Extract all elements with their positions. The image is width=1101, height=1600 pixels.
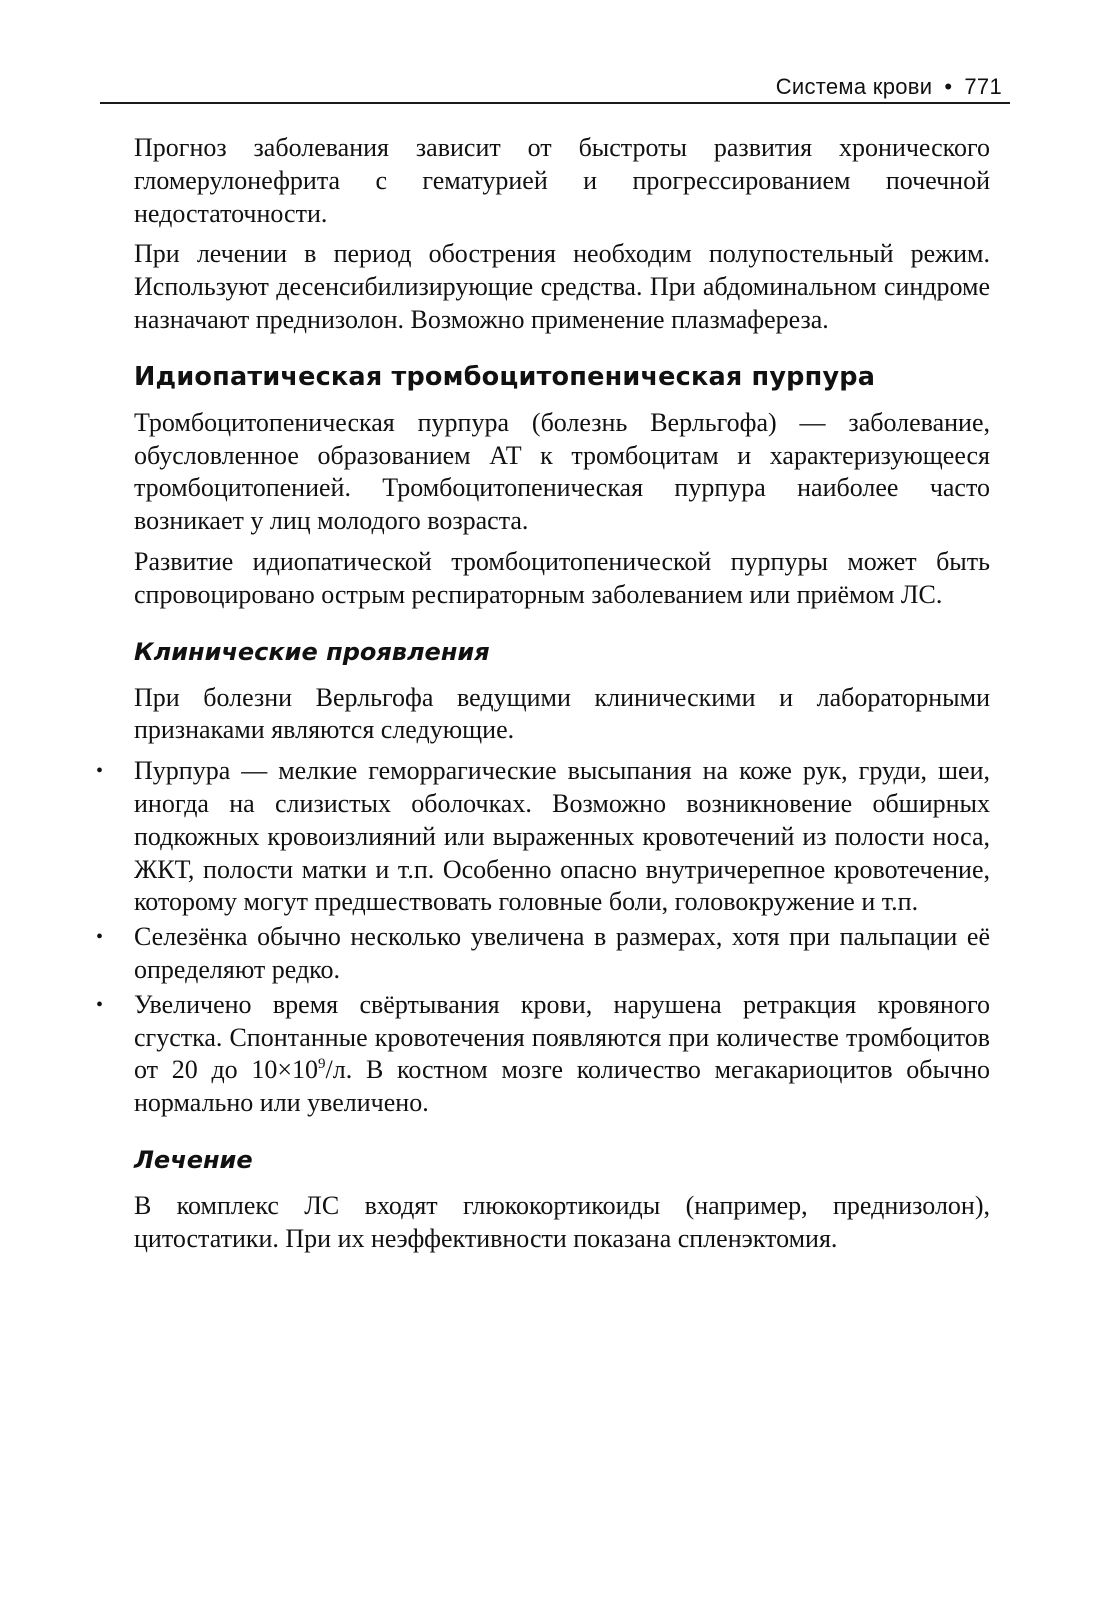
list-item-text-part: Увеличено время свёртывания крови, нарушена ретракция кровяного сгустка. Спонтанные кровотечения появляются при количестве тромбоцитов от 20 до 10×10 (134, 989, 990, 1085)
heading-clinical: Клинические проявления (134, 637, 490, 666)
list-item-text (134, 990, 990, 1117)
paragraph-treatment-exacerbation: При лечении в период обострения необходим полупостельный режим. Используют десенсибилизирующие средства. При абдоминальном синдроме назначают преднизолон. Возможно применение плазмафереза. (134, 239, 990, 334)
paragraph-clinical-intro: При болезни Верльгофа ведущими клиническими и лабораторными признаками являются следующие. (134, 682, 990, 745)
paragraph-itp-definition: Тромбоцитопеническая пурпура (болезнь Верльгофа) — заболевание, обусловленное образованием АТ к тромбоцитам и характеризующееся тромбоцитопенией. Тромбоцитопеническая пурпура наиболее часто возникает у лиц молодого возраста. (134, 407, 990, 536)
list-item (96, 921, 990, 987)
bullet-marker: • (96, 760, 104, 783)
header-bullet: • (944, 74, 953, 99)
bullet-marker: • (96, 926, 104, 949)
list-item-text: Селезёнка обычно несколько увеличена в размерах, хотя при пальпации её определяют редко. (134, 922, 990, 984)
list-item (96, 989, 990, 1120)
list-item-text-part: /л. В костном мозге количество мегакариоцитов обычно нормально или увеличено. (134, 1055, 990, 1118)
clinical-signs-list (96, 755, 990, 1120)
list-item-text: Пурпура — мелкие геморрагические высыпания на коже рук, груди, шеи, иногда на слизистых оболочках. Возможно возникновение обширных подкожных кровоизлияний или выраженных кровотечений из полости носа, ЖКТ, полости матки и т.п. Особенно опасно внутричерепное кровотечение, которому могут предшествовать головные боли, головокружение и т.п. (134, 756, 990, 917)
heading-treatment: Лечение (134, 1145, 253, 1174)
running-head-text (776, 74, 1002, 100)
page-body (96, 132, 990, 1264)
page-number: 771 (964, 74, 1002, 99)
paragraph-prognosis: Прогноз заболевания зависит от быстроты развития хронического гломерулонефрита с гематурией и прогрессированием почечной недостаточности. (134, 133, 990, 228)
section-title: Система крови (775, 74, 933, 99)
list-item (96, 755, 990, 919)
running-head (100, 70, 1010, 104)
paragraph-itp-triggers: Развитие идиопатической тромбоцитопенической пурпуры может быть спровоцировано острым респираторным заболеванием или приёмом ЛС. (134, 546, 990, 609)
heading-itp: Идиопатическая тромбоцитопеническая пурпура (134, 361, 876, 392)
paragraph-treatment: В комплекс ЛС входят глюкокортикоиды (например, преднизолон), цитостатики. При их неэффективности показана спленэктомия. (134, 1190, 990, 1253)
bullet-marker: • (96, 993, 104, 1016)
superscript-exponent: 9 (318, 1056, 326, 1073)
